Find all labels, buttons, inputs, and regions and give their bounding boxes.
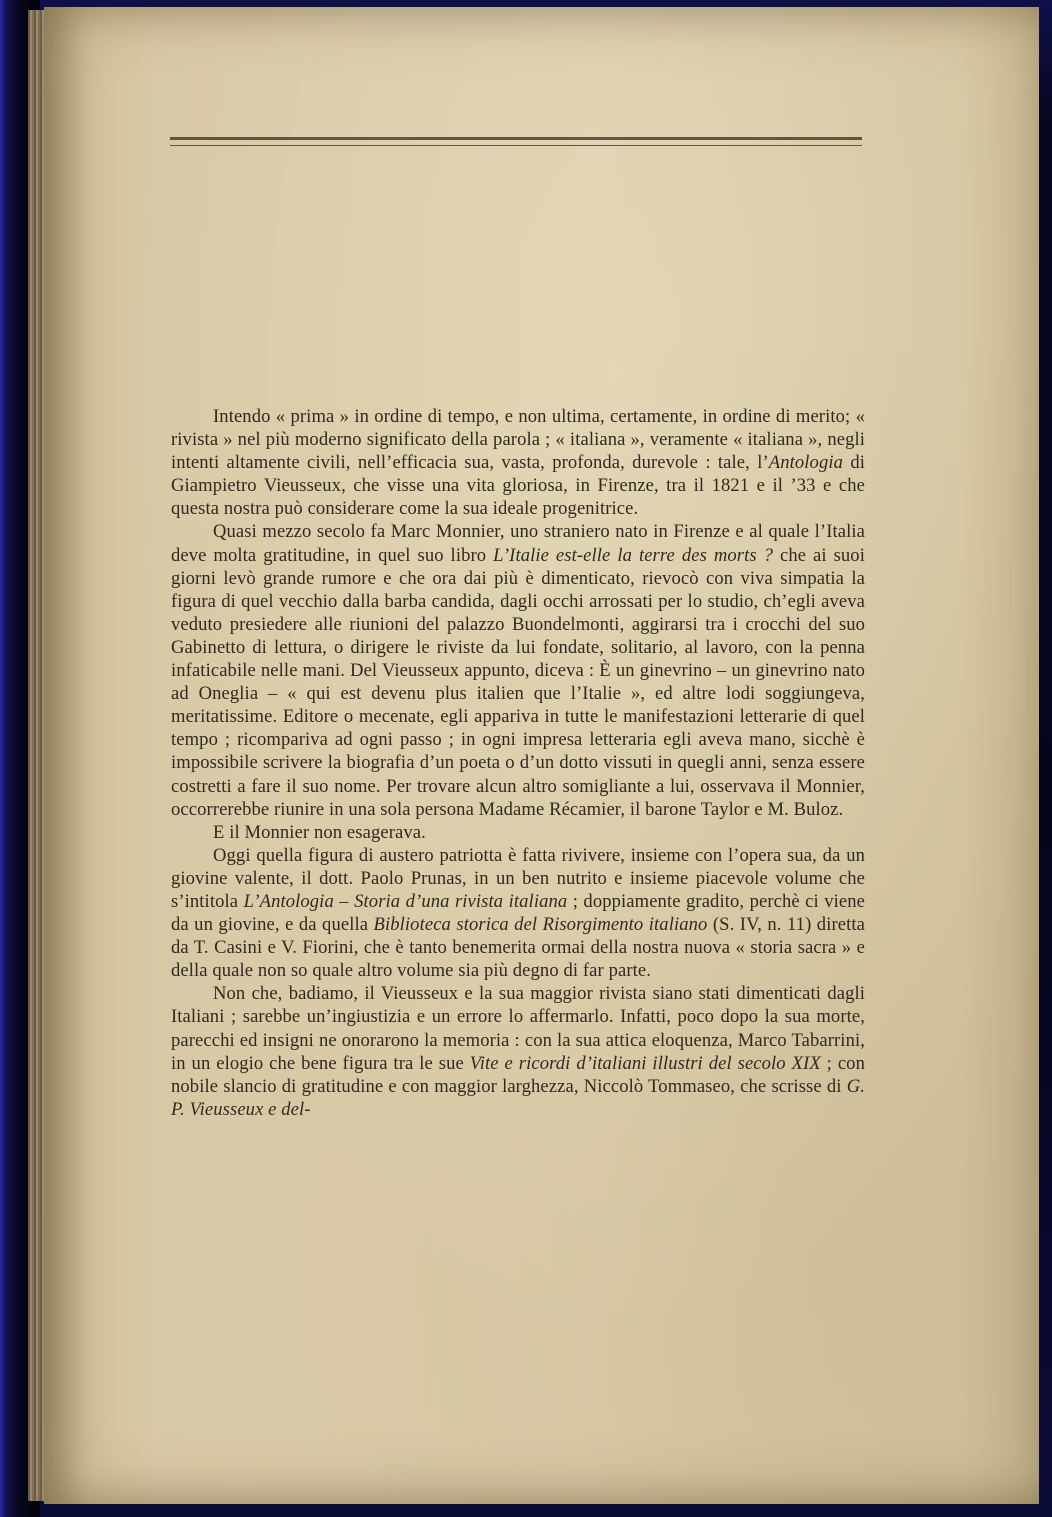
italic-text-segment: Vite e ricordi d’italiani illustri del secolo XIX: [469, 1052, 821, 1074]
italic-text-segment: Biblioteca storica del Risorgimento italiano: [373, 914, 708, 936]
paragraph: [171, 982, 865, 1121]
page: [44, 7, 1039, 1504]
text-segment: che ai suoi giorni levò grande rumore e che ora dai più è dimenticato, rievocò con viva simpatia la figura di quel vecchio dalla barba candida, dagli occhi arrossati per lo studio, ch’egli aveva veduto presiedere alle riunioni del palazzo Buondelmonti, aggirarsi tra i crocchi del suo Gabinetto di lettura, o dirigere le riviste da lui fondate, solitario, al lavoro, con la penna infaticabile nelle mani. Del Vieusseux appunto, diceva : È un ginevrino – un ginevrino nato ad Oneglia – « qui est devenu plus italien que l’Italie », ed altre lodi soggiungeva, meritatissime. Editore o mecenate, egli appariva in tutte le manifestazioni letterarie di quel tempo ; ricompariva ad ogni passo ; in ogni impresa letteraria egli aveva mano, sicchè è impossibile scrivere la biografia d’un poeta o d’un dotto vissuti in quegli anni, senza essere costretti a fare il suo nome. Per trovare alcun altro somigliante a lui, osservava il Monnier, occorrerebbe riunire in una sola persona Madame Récamier, il barone Taylor e M. Buloz.: [171, 544, 865, 820]
paragraph: [171, 520, 865, 820]
text-segment: Oggi quella figura di austero patriotta è fatta rivivere, insieme con l’opera sua, da un giovine valente, il dott. Paolo Prunas, in un ben nutrito e insieme piacevole volume che s’intitola: [171, 844, 865, 912]
header-double-rule: [170, 137, 862, 146]
paragraph: [171, 821, 865, 844]
text-segment: ; con nobile slancio di gratitudine e con maggior larghezza, Niccolò Tommaseo, che scrisse di: [171, 1052, 865, 1097]
text-segment: di Giampietro Vieusseux, che visse una vita gloriosa, in Firenze, tra il 1821 e il ’33 e che questa nostra può considerare come la sua ideale progenitrice.: [171, 452, 865, 520]
italic-text-segment: L’Italie est-elle la terre des morts ?: [493, 544, 774, 566]
italic-text-segment: G. P. Vieusseux e del-: [171, 1075, 865, 1120]
text-segment: Intendo « prima » in ordine di tempo, e non ultima, certamente, in ordine di merito; « rivista » nel più moderno significato della parola ; « italiana », veramente « italiana », negli intenti altamente civili, nell’efficacia sua, vasta, profonda, durevole : tale, l’: [171, 406, 865, 474]
text-block: [171, 405, 865, 1121]
text-segment: Quasi mezzo secolo fa Marc Monnier, uno straniero nato in Firenze e al quale l’Italia deve molta gratitudine, in quel suo libro: [171, 521, 865, 566]
paragraph: [171, 405, 865, 520]
italic-text-segment: Antologia: [768, 452, 844, 474]
text-segment: E il Monnier non esagerava.: [213, 821, 426, 843]
paragraph: [171, 844, 865, 983]
text-segment: (S. IV, n. 11) diretta da T. Casini e V. Fiorini, che è tanto benemerita ormai della nostra nuova « storia sacra » e della quale non so quale altro volume sia più degno di far parte.: [171, 914, 865, 982]
text-segment: ; doppiamente gradito, perchè ci viene da un giovine, e da quella: [171, 890, 865, 936]
italic-text-segment: L’Antologia – Storia d’una rivista italiana: [243, 890, 568, 912]
text-segment: Non che, badiamo, il Vieusseux e la sua maggior rivista siano stati dimenticati dagli Italiani ; sarebbe un’ingiustizia e un errore lo affermarlo. Infatti, poco dopo la sua morte, parecchi ed insigni ne onorarono la memoria : con la sua attica eloquenza, Marco Tabarrini, in un elogio che bene figura tra le sue: [171, 983, 865, 1074]
